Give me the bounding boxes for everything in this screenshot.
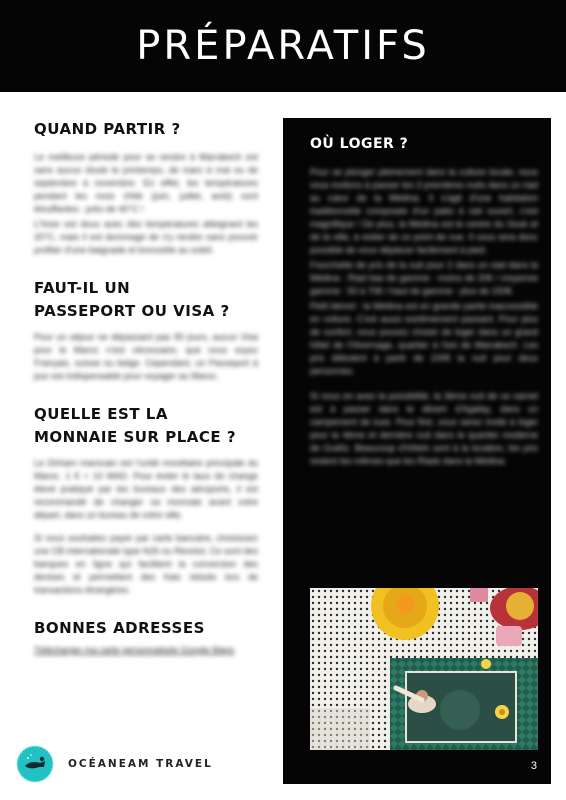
- when-paragraph-2: L'hiver est doux avec des températures atteignant les 20°C, mais il est dommage de s'y rendre sans pouvoir profiter d'une baignade et bronzette au soleil.: [34, 219, 258, 255]
- sidebar-body: [310, 166, 538, 468]
- currency-heading-line1: QUELLE EST LA: [34, 405, 168, 423]
- when-paragraph-1: Le meilleure période pour se rendre à Marrakech est sans aucun doute le printemps, de mars à mai ou de septembre à novembre. En effet, les températures pendant les mois d'été (juin, juillet, août) sont étouffantes : près de 40°C !: [34, 152, 258, 214]
- diver-logo-icon: [16, 745, 54, 783]
- page-number: 3: [530, 760, 537, 772]
- page-title: PRÉPARATIFS: [136, 23, 430, 69]
- addresses-heading: BONNES ADRESSES: [34, 619, 205, 637]
- when-heading: QUAND PARTIR ?: [34, 120, 181, 138]
- sidebar-paragraph-2: Fourchette de prix de la nuit pour 2 dans un riad dans la Médina : Riad bas de gamme : moins de 20€ / moyenne gamme : 50 à 70€ / haut de gamme : plus de 150€.: [310, 260, 538, 296]
- sidebar-paragraph-3: Petit bémol : la Médina est en grande partie inaccessible en voiture. C'est aussi extrêmement passant. Pour plus de confort, vous pouvez choisir de loger dans un grand hôtel de l'Hivernage, quartier à l'est de Marrakech. Les prix débutent à partir de 100€ la nuit pour deux personnes.: [310, 301, 538, 376]
- currency-paragraph-2: Si vous souhaitez payer par carte bancaire, choisissez une CB internationale type N26 ou Revolut. Ce sont des banques en ligne qui facilitent la conversion des devises et permettent des frais réduits lors de transactions étrangères.: [34, 533, 258, 595]
- brand-footer: [16, 745, 213, 783]
- passport-heading-line1: FAUT-IL UN: [34, 279, 131, 297]
- passport-paragraph: Pour un séjour ne dépassant pas 90 jours, aucun Visa pour le Maroc n'est nécessaire, que vous soyez Français, suisse ou belge. Cependant, un Passeport à jour est indispensable pour voyager au Maroc.: [34, 332, 258, 381]
- sidebar-heading: OÙ LOGER ?: [310, 136, 409, 152]
- sidebar-paragraph-1: Pour se plonger pleinement dans la culture locale, nous vous invitons à passer les 3 premières nuits dans un riad au cœur de la Médina. Il s'agit d'une habitation traditionnelle composée d'un patio à ciel ouvert, c'est magnifique ! De plus, la Médina est le centre du Souk et de la ville, à visiter de ce point de vue. Il vous sera donc possible de vous déplacer facilement à pied.: [310, 167, 538, 255]
- sidebar-paragraph-4: Si vous en avez la possibilité, la 3ème nuit de ce carnet est à passer dans le désert d'Agafay, dans un campement de luxe. Pour finir, vous serez invité à loger pour la 4ème et dernière nuit dans le quartier moderne de Guéliz. Beaucoup d'hôtels sont à la location, les prix restent les mêmes que les Riads dans la Médina.: [310, 391, 538, 466]
- currency-heading-line2: MONNAIE SUR PLACE ?: [34, 428, 237, 446]
- addresses-link[interactable]: Télécharger ma carte personnalisée Google Maps: [34, 645, 235, 655]
- where-to-stay-sidebar: [283, 118, 551, 784]
- page-header: [0, 0, 566, 92]
- left-column: [34, 118, 258, 657]
- riad-photo: [310, 588, 538, 750]
- riad-courtyard-illustration: [310, 588, 538, 750]
- passport-heading-line2: PASSEPORT OU VISA ?: [34, 302, 230, 320]
- brand-name: OCÉANEAM TRAVEL: [68, 758, 213, 770]
- currency-paragraph-1: Le Dirham marocain est l'unité monétaire principale du Maroc. 1 € = 10 MAD. Pour éviter le taux de change élevé pratiqué par les bureaux des aéroports, il est recommandé de changer sa monnaie avant votre départ, dans un bureau de votre ville.: [34, 458, 258, 520]
